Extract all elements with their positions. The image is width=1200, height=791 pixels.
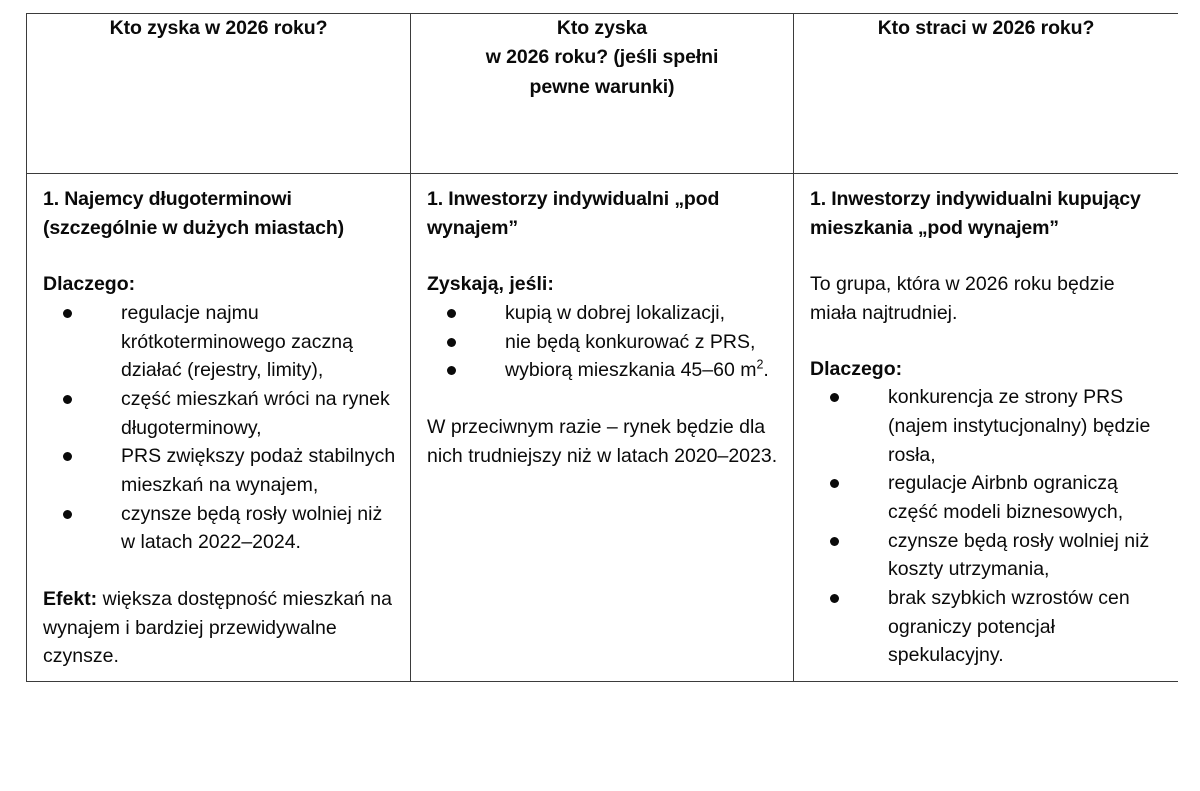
vertical-gap (810, 328, 1164, 355)
list-item-text: brak szybkich wzrostów cen ograniczy potencjał spekulacyjny. (888, 586, 1130, 667)
cell-winners-lead-label: Dlaczego: (43, 273, 136, 296)
list-item-text: PRS zwiększy podaż stabilnych mieszkań na wynajem, (121, 445, 396, 496)
column-header-losers-text (794, 14, 1178, 43)
bullet-dot-icon (63, 510, 72, 519)
cell-conditional-winners-closing: W przeciwnym razie – rynek będzie dla nich trudniejszy niż w latach 2020–2023. (427, 415, 778, 467)
cell-winners (27, 174, 411, 682)
list-item (810, 469, 1164, 526)
bullet-dot-icon (447, 338, 456, 347)
list-item (810, 383, 1164, 469)
list-item-text: konkurencja ze strony PRS (najem instytucjonalny) będzie rosła, (888, 386, 1151, 466)
list-item (427, 328, 779, 357)
bullet-dot-icon (830, 594, 839, 603)
list-item (810, 584, 1164, 670)
vertical-gap (43, 557, 396, 585)
vertical-gap (427, 385, 779, 413)
cell-conditional-winners (411, 174, 794, 682)
list-item-text: regulacje najmu krótkoterminowego zaczną działać (rejestry, limity), (121, 301, 353, 382)
cell-losers-bullet-list (810, 383, 1164, 670)
cell-losers (794, 174, 1179, 682)
cell-conditional-winners-lead-label: Zyskają, jeśli: (427, 273, 554, 296)
column-header-conditional-winners-text (411, 14, 793, 102)
cell-conditional-winners-title: 1. Inwestorzy indywidualni „pod wynajem” (427, 188, 720, 239)
header-line: Kto straci w 2026 roku? (877, 17, 1095, 39)
bullet-dot-icon (63, 452, 72, 461)
bullet-dot-icon (447, 309, 456, 318)
list-item-text: czynsze będą rosły wolniej niż koszty utrzymania, (888, 529, 1150, 581)
column-header-winners-text (27, 14, 410, 43)
header-line: Kto zyska (556, 17, 648, 39)
column-header-conditional-winners (411, 14, 794, 174)
list-item-text: kupią w dobrej lokalizacji, (505, 301, 726, 324)
list-item-text: nie będą konkurować z PRS, (505, 330, 756, 353)
list-item (427, 356, 779, 385)
cell-winners-closing-label: Efekt: (43, 587, 98, 610)
list-item (43, 442, 396, 499)
list-item (43, 500, 396, 557)
list-item (43, 385, 396, 442)
table-body (27, 174, 1179, 682)
list-item (427, 299, 779, 328)
list-item (43, 299, 396, 385)
list-item-text: wybiorą mieszkania 45–60 $m^2$. (505, 357, 769, 382)
bullet-dot-icon (447, 366, 456, 375)
cell-losers-title: 1. Inwestorzy indywidualni kupujący mieszkania „pod wynajem” (810, 188, 1141, 239)
cell-losers-lead-label: Dlaczego: (810, 357, 903, 380)
header-line: pewne warunki) (529, 75, 675, 98)
cell-conditional-winners-bullet-list (427, 299, 779, 385)
cell-losers-intro: To grupa, która w 2026 roku będzie miała najtrudniej. (810, 273, 1115, 324)
table-clip-region (26, 13, 1178, 763)
table-header-row (27, 14, 1179, 174)
cell-winners-closing-text: większa dostępność mieszkań na wynajem i bardziej przewidywalne czynsze. (43, 587, 393, 668)
superscript-two: 2 (756, 357, 764, 372)
cell-winners-bullet-list (43, 299, 396, 557)
vertical-gap (43, 242, 396, 270)
bullet-dot-icon (63, 309, 72, 318)
bullet-dot-icon (63, 395, 72, 404)
table-row (27, 174, 1179, 682)
list-item (810, 527, 1164, 584)
list-item-text: część mieszkań wróci na rynek długoterminowy, (121, 387, 390, 439)
bullet-dot-icon (830, 537, 839, 546)
header-line: w 2026 roku? (jeśli spełni (485, 46, 719, 69)
list-item-text: czynsze będą rosły wolniej niż w latach 2022–2024. (121, 502, 383, 554)
comparison-table (26, 13, 1178, 682)
column-header-winners (27, 14, 411, 174)
vertical-gap (810, 242, 1164, 270)
table-header (27, 14, 1179, 174)
column-header-losers (794, 14, 1179, 174)
cell-winners-title: 1. Najemcy długoterminowi (szczególnie w dużych miastach) (43, 188, 344, 239)
bullet-dot-icon (830, 479, 839, 488)
bullet-dot-icon (830, 393, 839, 402)
vertical-gap (427, 242, 779, 270)
cell-winners-closing (43, 585, 396, 671)
header-line: Kto zyska w 2026 roku? (109, 17, 328, 39)
list-item-text: regulacje Airbnb ograniczą część modeli biznesowych, (888, 472, 1124, 523)
